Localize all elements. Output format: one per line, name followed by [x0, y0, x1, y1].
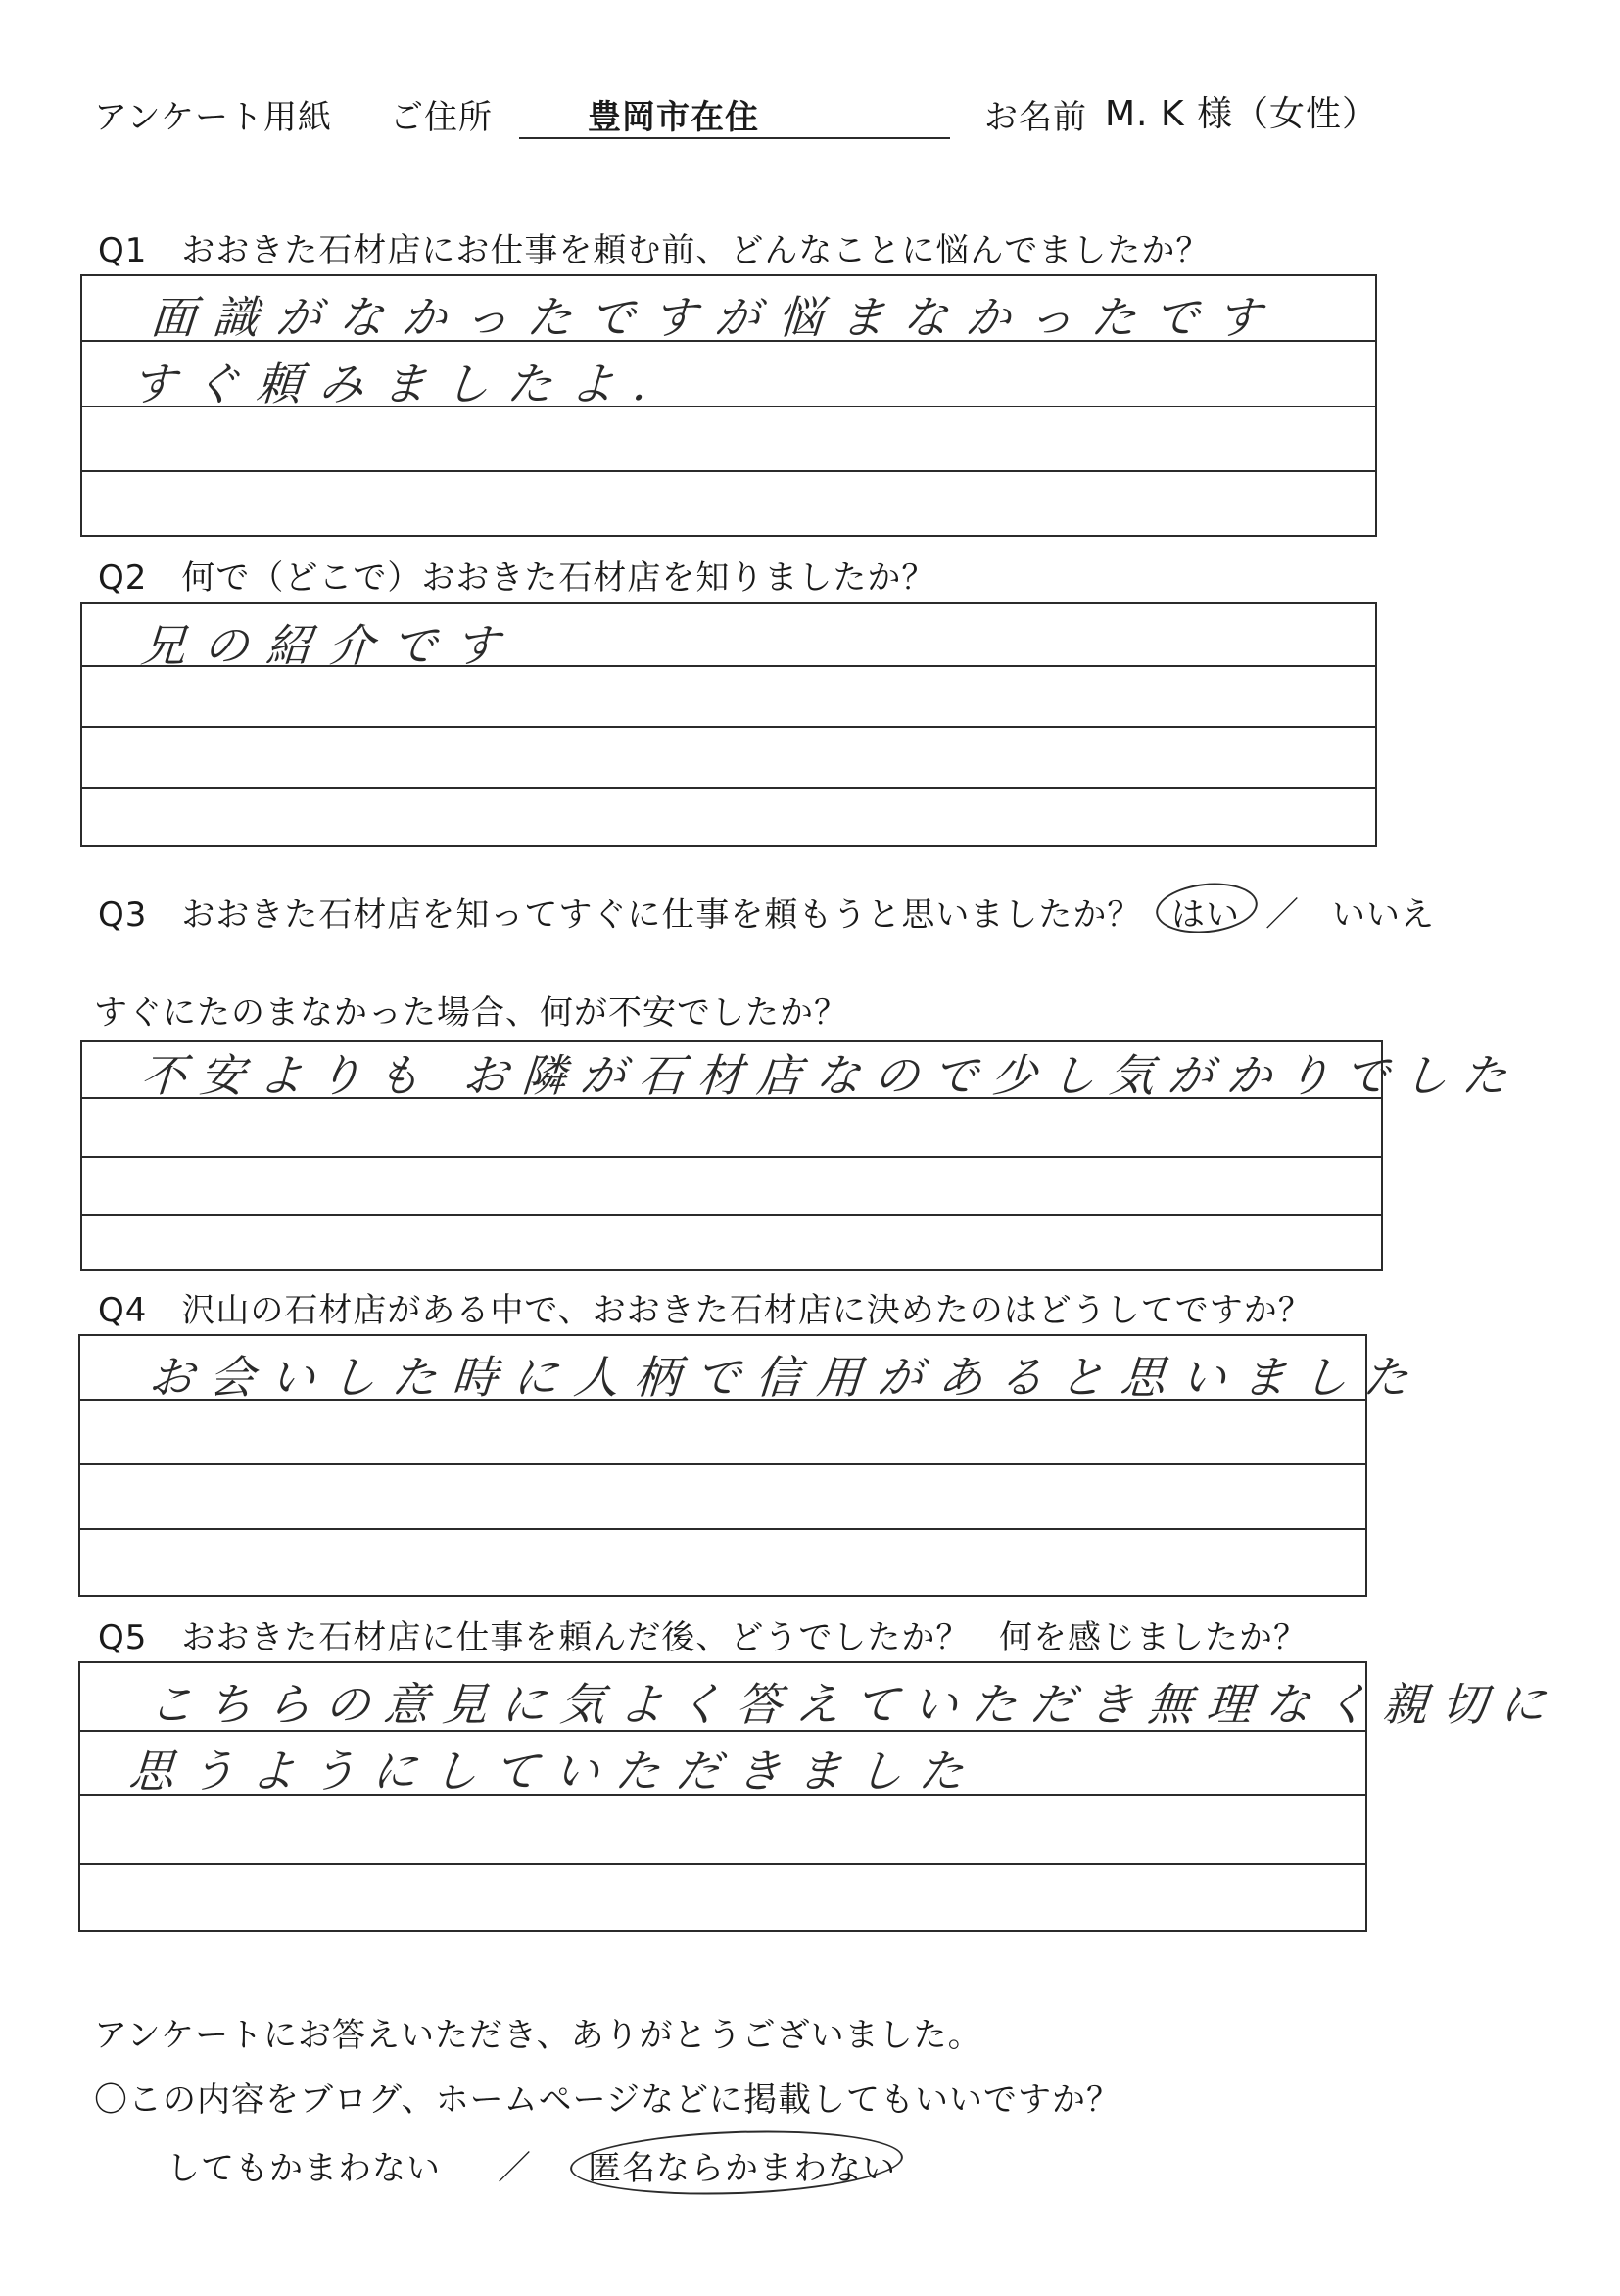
footer-separator: ／ — [498, 2149, 532, 2188]
q3-answer-line-1: 不安よりも お隣が石材店なので少し気がかりでした — [138, 1049, 1523, 1102]
q5-answer-line-2: 思うようにしていただきました — [126, 1745, 981, 1797]
q2-answer-line-1: 兄の紹介です — [138, 619, 519, 672]
q4-answer-box — [78, 1334, 1426, 1597]
name-value: M. K 様（女性） — [1105, 94, 1378, 134]
q4-question: Q4 沢山の石材店がある中で、おおきた石材店に決めたのはどうしてですか？ — [98, 1291, 1312, 1330]
address-underline — [519, 137, 950, 139]
q5-answer-line-1: こちらの意見に気よく答えていただき無理なく親切に — [146, 1678, 1561, 1731]
q5-question: Q5 おおきた石材店に仕事を頼んだ後、どうでしたか？ — [98, 1618, 971, 1657]
form-title: アンケート用紙 — [94, 98, 332, 137]
footer-permission-question: 〇この内容をブログ、ホームページなどに掲載してもいいですか？ — [94, 2081, 1120, 2120]
q3-yes-circle — [1154, 879, 1261, 938]
q2-answer-box — [80, 602, 1377, 847]
q3-answer-box — [80, 1040, 1523, 1271]
footer-thanks: アンケートにお答えいただき、ありがとうございました。 — [94, 2016, 982, 2055]
q3-separator: ／ — [1265, 895, 1300, 934]
q1-answer-box — [80, 274, 1377, 537]
q5-answer-box — [78, 1661, 1561, 1932]
address-label: ご住所 — [390, 98, 493, 137]
q1-question: Q1 おおきた石材店にお仕事を頼む前、どんなことに悩んでましたか？ — [98, 231, 1211, 270]
footer-option-ok[interactable]: してもかまわない — [167, 2149, 441, 2188]
q3-followup-question: すぐにたのまなかった場合、何が不安でしたか？ — [94, 993, 848, 1032]
footer-option-anonymous[interactable]: 匿名ならかまわない — [588, 2149, 896, 2188]
name-label: お名前 — [984, 98, 1087, 137]
q3-option-no[interactable]: いいえ — [1332, 895, 1435, 934]
address-value: 豊岡市在住 — [588, 98, 759, 137]
q4-answer-line-1: お会いした時に人柄で信用があると思いました — [146, 1351, 1426, 1404]
q3-question: Q3 おおきた石材店を知ってすぐに仕事を頼もうと思いましたか？ — [98, 895, 1142, 934]
q5-question-b: 何を感じましたか？ — [999, 1618, 1308, 1657]
q1-answer-line-1: 面識がなかったですが悩まなかったです — [148, 291, 1281, 344]
q3-option-yes[interactable]: はい — [1171, 895, 1240, 934]
q1-answer-line-2: すぐ頼みましたよ. — [128, 358, 667, 410]
q2-question: Q2 何で（どこで）おおきた石材店を知りましたか？ — [98, 558, 936, 598]
